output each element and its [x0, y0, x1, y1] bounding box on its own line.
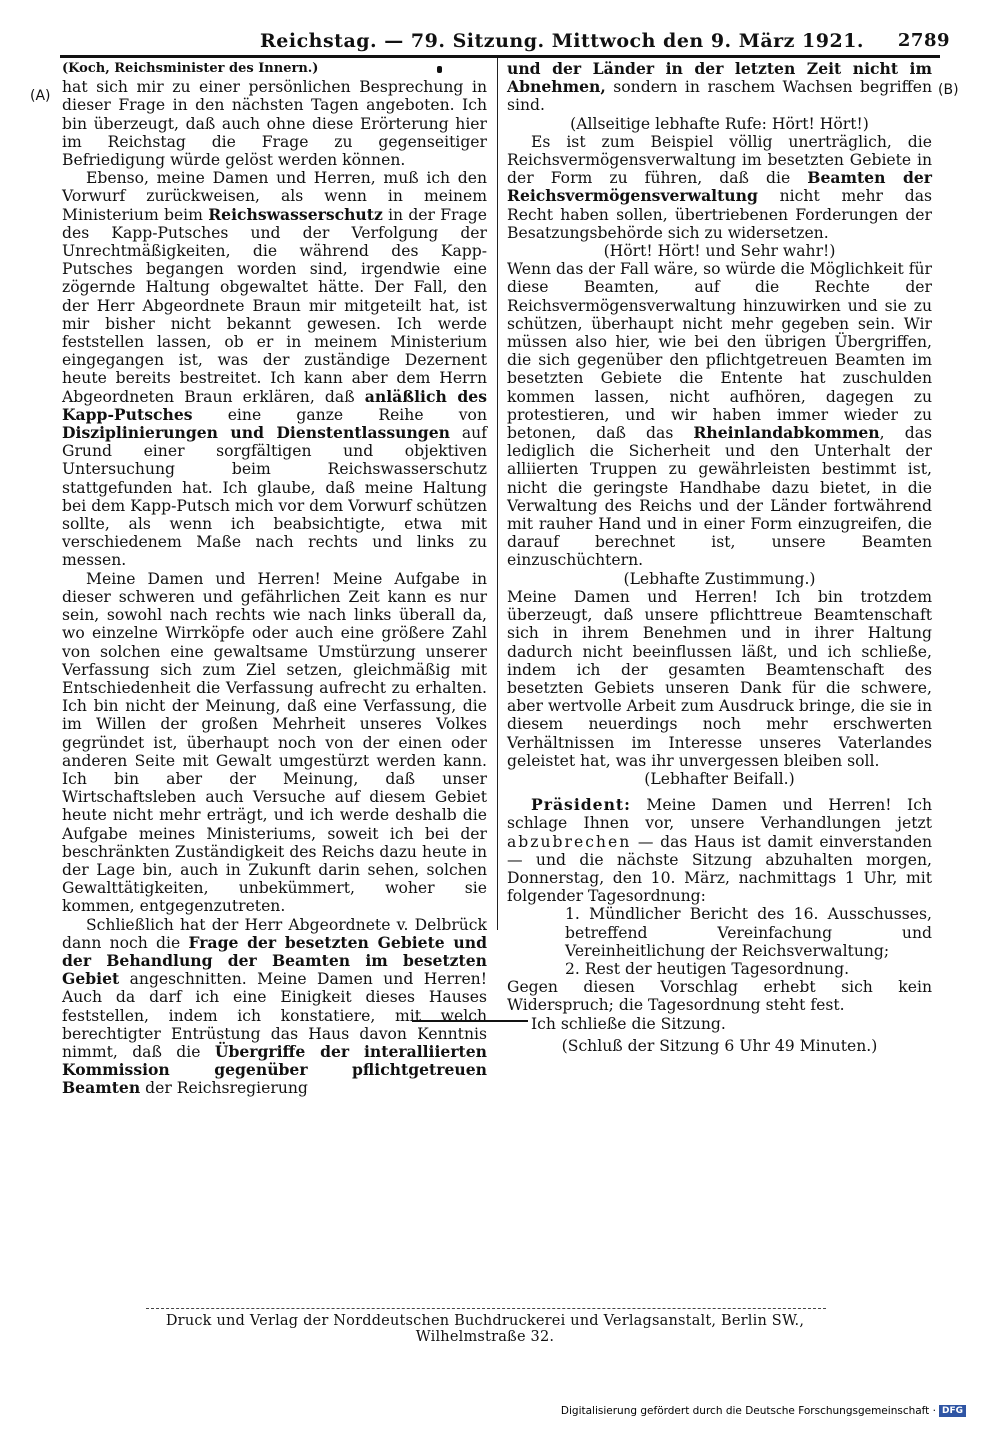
right-column	[507, 60, 932, 1055]
margin-mark-b: (B)	[938, 82, 959, 98]
agenda-item: 2. Rest der heutigen Tagesordnung.	[565, 959, 850, 978]
text-run: Ebenso, meine Damen und Herren, muß ich den Vorwurf zurückweisen, als wenn in meinem Ministerium beim	[62, 169, 487, 224]
president-paragraph	[507, 796, 932, 905]
reaction-4: (Lebhafter Beifall.)	[644, 769, 795, 788]
footer-rule	[146, 1308, 826, 1309]
header-title: Reichstag. — 79. Sitzung. Mittwoch den 9. März 1921.	[260, 30, 865, 52]
header-rule	[60, 55, 940, 58]
reaction-3: (Lebhafte Zustimmung.)	[623, 569, 816, 588]
session-closing: (Schluß der Sitzung 6 Uhr 49 Minuten.)	[561, 1036, 878, 1055]
text-run: sondern in raschem Wachsen begriffen sind.	[507, 78, 932, 115]
emphasis-laender: und der Länder in der letzten Zeit nicht im Abnehmen,	[507, 59, 932, 97]
right-paragraph-7: Ich schließe die Sitzung.	[531, 1014, 726, 1033]
right-paragraph-1	[507, 60, 932, 115]
emphasis-besetzte-gebiete: Frage der besetzten Gebiete und der Behandlung der Beamten im besetzten Gebiet	[62, 932, 487, 989]
text-run: in der Frage des Kapp-Putsches und der Verfolgung der Unrechtmäßigkeiten, die während des Kapp-Putsches begangen worden sind, irgendwie eine zögernde Haltung obgewaltet hätte. Der Fall, den der Herr Abgeordnete Braun mir mitgeteilt hat, ist mir bisher nicht bekannt gewesen. Ich werde feststellen lassen, ob er in meinem Ministerium eingegangen ist, was der zuständige Dezernent heute bereits bestreitet. Ich kann aber dem Herrn Abgeordneten Braun erklären, daß	[62, 205, 487, 406]
left-paragraph-4	[62, 916, 487, 1098]
printer-imprint: Druck und Verlag der Norddeutschen Buchdruckerei und Verlagsanstalt, Berlin SW., Wilhelmstraße 32.	[165, 1313, 805, 1345]
text-run: — das Haus ist damit einverstanden — und die nächste Sitzung abzuhalten morgen, Donnerstag, den 10. März, nachmittags 1 Uhr, mit folgender Tagesordnung:	[507, 832, 932, 906]
text-run: eine ganze Reihe von	[192, 405, 487, 424]
right-paragraph-2	[507, 133, 932, 242]
reaction-2: (Hört! Hört! und Sehr wahr!)	[603, 242, 836, 261]
text-run: auf Grund einer sorgfältigen und objektiven Untersuchung beim Reichswasserschutz stattgefunden hat. Ich glaube, daß meine Haltung bei dem Kapp-Putsch mich vor dem Vorwurf schützen sollte, als wenn ich beabsichtigte, etwa mit verschiedenem Maße nach rechts und links zu messen.	[62, 424, 487, 570]
running-header	[60, 28, 950, 56]
left-column	[62, 60, 487, 1098]
text-run: , das lediglich die Sicherheit und den Unterhalt der alliierten Truppen zu gewährleisten bestimmt ist, nicht die geringste Handhabe dazu bietet, in die Verwaltung des Reichs und der Länder fortwährend mit rauher Hand und in einer Form einzugreifen, die darauf berechnet ist, unsere Beamten einzuschüchtern.	[507, 424, 932, 570]
right-paragraph-6: Gegen diesen Vorschlag erhebt sich kein Widerspruch; die Tagesordnung steht fest.	[507, 978, 932, 1015]
speaker-tag: (Koch, Reichsminister des Innern.)	[62, 61, 319, 76]
president-label: Präsident:	[531, 795, 631, 815]
text-run: Es ist zum Beispiel völlig unerträglich, die Reichsvermögensverwaltung im besetzten Gebiete in der Form zu führen, daß die	[507, 132, 932, 188]
dfg-logo: DFG	[939, 1405, 966, 1417]
right-paragraph-4: Meine Damen und Herren! Ich bin trotzdem überzeugt, daß unsere pflichttreue Beamtenschaft sich in ihrem Benehmen und in ihrer Haltung dadurch nicht beeinflussen läßt, und ich schließe, indem ich der gesamten Beamtenschaft des besetzten Gebiets unseren Dank für die schwere, aber wertvolle Arbeit zum Ausdruck bringe, die sie in diesem neuerdings noch mehr erschwerten Verhältnissen im Interesse unseres Vaterlandes geleistet hat, was ihr unvergessen bleiben soll.	[507, 587, 932, 770]
emphasis-disziplinierungen: Disziplinierungen und Dienstentlassungen	[62, 423, 450, 443]
spaced-word: abzubrechen	[507, 832, 632, 851]
end-rule	[412, 1020, 528, 1022]
left-paragraph-1: hat sich mir zu einer persönlichen Besprechung in dieser Frage in den nächsten Tagen angeboten. Ich bin überzeugt, daß auch ohne diese Erörterung hier im Reichstag die Frage zu gegenseitiger Befriedigung würde gelöst werden können.	[62, 78, 487, 170]
margin-mark-a: (A)	[30, 88, 51, 104]
digitization-text: Digitalisierung gefördert durch die Deutsche Forschungsgemeinschaft ·	[560, 1405, 936, 1417]
emphasis-rheinlandabkommen: Rheinlandabkommen	[693, 423, 880, 443]
text-run: Schließlich hat der Herr Abgeordnete v. Delbrück dann noch die	[62, 915, 487, 952]
text-run: der Reichsregierung	[140, 1079, 308, 1098]
text-run: Wenn das der Fall wäre, so würde die Möglichkeit für diese Beamten, auf die Rechte der Reichsvermögensverwaltung hinzuwirken und sie zu schützen, überhaupt nicht mehr gegeben sein. Wir müssen also hier, wie bei den übrigen Übergriffen, die sich gegenüber den pflichtgetreuen Beamten im besetzten Gebiete die Entente hat zuschulden kommen lassen, nicht aufhören, dagegen zu protestieren, und wir haben immer wieder zu betonen, daß das	[507, 260, 932, 443]
text-run: Meine Damen und Herren! Ich schlage Ihnen vor, unsere Verhandlungen jetzt	[507, 796, 932, 833]
text-run: angeschnitten. Meine Damen und Herren! Auch da darf ich eine Einigkeit dieses Hauses feststellen, indem ich konstatiere, mit welch berechtigter Entrüstung das Haus davon Kenntnis nimmt, daß die	[62, 970, 487, 1061]
emphasis-uebergriffe: Übergriffe der interalliierten Kommission gegenüber pflichtgetreuen Beamten	[62, 1041, 487, 1098]
reaction-1: (Allseitige lebhafte Rufe: Hört! Hört!)	[570, 114, 869, 133]
emphasis-beamten-rvv: Beamten der Reichsvermögensverwaltung	[507, 168, 932, 206]
text-run: nicht mehr das Recht haben sollen, übertriebenen Forderungen der Besatzungsbehörde sich zu widersetzen.	[507, 187, 932, 242]
left-paragraph-3: Meine Damen und Herren! Meine Aufgabe in dieser schweren und gefährlichen Zeit kann es nur sein, sowohl nach rechts wie nach links überall da, wo einzelne Wirrköpfe oder auch eine größere Zahl von solchen eine gewaltsame Umstürzung unserer Verfassung sich zum Ziel setzen, gleichmäßig mit Entschiedenheit die Verfassung aufrecht zu erhalten. Ich bin nicht der Meinung, daß eine Verfassung, die im Willen der großen Mehrheit unseres Volkes gegründet ist, überhaupt noch von der einen oder anderen Seite mit Gewalt umgestürzt werden kann. Ich bin aber der Meinung, daß unser Wirtschaftsleben auch Versuche auf diesem Gebiet heute nicht mehr erträgt, und ich werde deshalb die Aufgabe meines Ministeriums, soweit ich bei der beschränkten Zuständigkeit des Reichs dazu heute in der Lage bin, auch in Zukunft darin sehen, solchen Gewalttätigkeiten, unbekümmert, woher sie kommen, entgegenzutreten.	[62, 569, 487, 916]
column-divider	[497, 58, 498, 930]
emphasis-reichswasserschutz: Reichswasserschutz	[208, 204, 383, 224]
emphasis-kapp-putsch: anläßlich des Kapp-Putsches	[62, 386, 488, 424]
digitization-credit	[561, 1405, 966, 1417]
left-paragraph-2	[62, 169, 487, 569]
agenda-item: 1. Mündlicher Bericht des 16. Ausschusses, betreffend Vereinfachung und Vereinheitlichung der Reichsverwaltung;	[565, 905, 932, 960]
right-paragraph-3	[507, 260, 932, 569]
page-number: 2789	[897, 30, 950, 51]
